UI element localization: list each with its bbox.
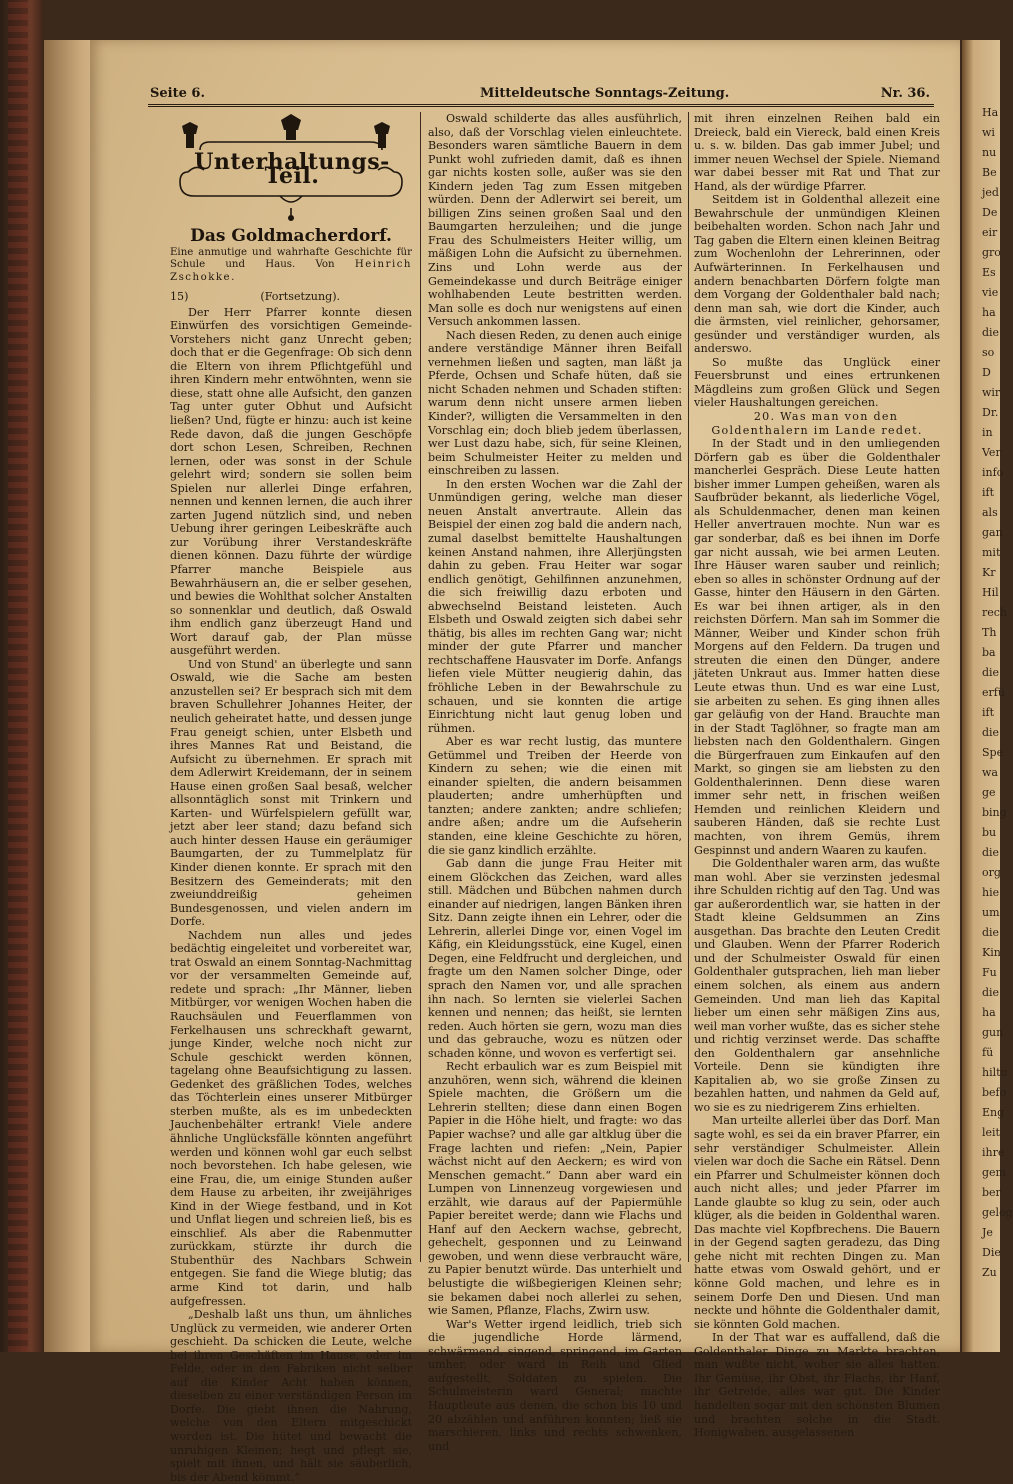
facing-page-fragment: Kr	[982, 566, 996, 579]
column-3	[694, 112, 940, 1440]
facing-page-fragment: mit	[982, 546, 1001, 559]
facing-page-fragment: wi	[982, 126, 995, 139]
paragraph: mit ihren einzelnen Reihen bald ein Dreieck, bald ein Viereck, bald einen Kreis u. s. w. bilden. Das gab immer Jubel; und immer neuen Wechsel der Spiele. Niemand war dabei besser mit Rat und That zur Hand, als der würdige Pfarrer.	[694, 112, 940, 193]
newspaper-title: Mitteldeutsche Sonntags-Zeitung.	[480, 86, 730, 101]
column-2	[428, 112, 682, 1453]
facing-page-fragment: Dr.	[982, 406, 999, 419]
column-1	[170, 112, 412, 1484]
facing-page-fragment: wir	[982, 386, 1001, 399]
part-number: 15)	[170, 290, 189, 304]
paragraph: Oswald schilderte das alles ausführlich, also, daß der Vorschlag vielen einleuchtete. Besonders waren sämtliche Bauern in dem Punkt wohl zufrieden damit, daß es ihnen gar nichts kosten solle, außer was sie den Kindern jeden Tag zum Essen mitgeben würden. Denn der Adlerwirt sei bereit, um billigen Zins seinen großen Saal und den Baumgarten herzuleihen; und die junge Frau des Schulmeisters Heiter willig, um mäßigen Lohn die Aufsicht zu übernehmen. Zins und Lohn werde aus der Gemeindekasse und durch Beiträge einiger wohlhabenden Leute bestritten werden. Man solle es doch nur wenigstens auf einen Versuch ankommen lassen.	[428, 112, 682, 329]
facing-page-fragment: Kin	[982, 946, 1001, 959]
continuation-line	[170, 290, 412, 304]
paragraph: Der Herr Pfarrer konnte diesen Einwürfen des vorsichtigen Gemeinde-Vorstehers nicht ganz Unrecht geben; doch that er die Gegenfrage: Ob sich denn die Eltern von ihrem Pflichtgefühl und ihren Kindern mehr entwöhnten, wenn sie diese, statt ohne alle Aufsicht, den ganzen Tag unter guter Obhut und Aufsicht ließen? Und, fügte er hinzu: auch ist keine Rede davon, daß die jungen Geschöpfe dort schon Lesen, Schreiben, Rechnen lernen, oder was sonst in der Schule gelehrt wird; sondern sie sollen beim Spielen nur allerlei Dinge erfahren, nennen und kennen lernen, die auch ihrer zarten Jugend nützlich sind, und neben Uebung ihrer geringen Leibeskräfte auch zur Vorübung ihrer Verstandeskräfte dienen können. Dazu führte der würdige Pfarrer manche Beispiele aus Bewahrhäusern an, die er selber gesehen, und bewies die Wohlthat solcher Anstalten so sonnenklar und deutlich, daß Oswald ihm endlich ganz überzeugt Hand und Wort darauf gab, der Plan müsse ausgeführt werden.	[170, 305, 412, 658]
facing-page-fragment: Ha	[982, 106, 999, 119]
facing-page-fragment: bing	[982, 806, 1007, 819]
facing-page-fragment: gan	[982, 526, 1003, 539]
issue-number: Nr. 36.	[880, 86, 930, 101]
paragraph: Man urteilte allerlei über das Dorf. Man sagte wohl, es sei da ein braver Pfarrer, ein sehr verständiger Schulmeister. Allein vielen war doch die Sache ein Rätsel. Denn ein Pfarrer und Schulmeister können doch auch nicht alles; und jeder Pfarrer im Lande glaubte so klug zu sein, oder auch klüger, als die beiden in Goldenthal waren. Das machte viel Kopfbrechens. Die Bauern in der Gegend sagten geradezu, das Ding gehe nicht mit rechten Dingen zu. Man hatte etwas vom Oswald gehört, und er könne Gold machen, und lehre es in seinem Dorfe Den und Diesen. Und man neckte und höhnte die Goldenthaler damit, sie könnten Gold machen.	[694, 1114, 940, 1331]
facing-page-fragment: befo	[982, 1086, 1007, 1099]
paragraph: Die Goldenthaler waren arm, das wußte man wohl. Aber sie verzinsten jedesmal ihre Schulden richtig auf den Tag. Und was gar außerordentlich war, sie hatten in der Stadt kleine Geldsummen an Zins ausgethan. Das brachte den Leuten Credit und Glauben. Wenn der Pfarrer Roderich und der Schulmeister Oswald für einen Goldenthaler gutsprachen, lieh man lieber einem solchen, als einem aus andern Gemeinden. Und man lieh das Kapital lieber um einen sehr mäßigen Zins aus, weil man vorher wußte, das es sicher stehe und richtig verzinset werde. Das schaffte den Goldenthalern gar ansehnliche Vorteile. Denn sie kündigten ihre Kapitalien ab, wo sie große Zinsen zu bezahlen hatten, und nahmen da Geld auf, wo sie es zu niedrigerem Zins erhielten.	[694, 857, 940, 1114]
facing-page-fragment: die	[982, 986, 1000, 999]
facing-page-fragment: info	[982, 466, 1004, 479]
facing-page-fragment: ift	[982, 706, 995, 719]
facing-page-fragment: D	[982, 366, 991, 379]
facing-page-fragment: Hil	[982, 586, 999, 599]
chapter-heading: 20. Was man von den Goldenthalern im Lande redet.	[711, 410, 923, 437]
column-rule	[420, 112, 421, 1262]
story-subtitle-text: Eine anmutige und wahrhafte Geschichte für Schule und Haus.	[170, 246, 412, 271]
story-subtitle	[170, 247, 412, 285]
paragraph: War's Wetter irgend leidlich, trieb sich die jugendliche Horde lärmend, schwärmend, singend, springend, im Garten umher, oder ward in Reih und Glied aufgestellt, Soldaten zu spielen. Die Schulmeisterin ward General; machte Hauptleute aus denen, die schon bis 10 und 20 abzählen und anführen konnten; ließ sie marschieren, links und rechts schwenken, und	[428, 1317, 682, 1453]
facing-page-fragment: gro	[982, 246, 1001, 259]
facing-page-fragment: leit	[982, 1126, 1000, 1139]
paragraph: In der Stadt und in den umliegenden Dörfern gab es über die Goldenthaler mancherlei Gespräch. Diese Leute hatten bisher immer Lumpen geheißen, waren als Saufbrüder bekannt, als liederliche Vögel, als Schuldenmacher, denen man keinen Heller anvertrauen mochte. Nun war es gar sonderbar, daß es bei ihnen im Dorfe gar nicht aussah, wie bei armen Leuten. Ihre Häuser waren sauber und reinlich; eben so alles in schönster Ordnung auf der Gasse, hinter den Häusern in den Gärten. Es war bei ihnen artiger, als in den reichsten Dörfern. Man sah im Sommer die Männer, Weiber und Kinder schon früh Morgens auf den Feldern. Da trugen und streuten die einen den Dünger, andere jäteten Unkraut aus. Immer hatten diese Leute etwas thun. Und es war eine Lust, sie arbeiten zu sehen. Es ging ihnen alles gar geläufig von der Hand. Brauchte man in der Stadt Taglöhner, so fragte man am liebsten nach den Goldenthalern. Gingen die Bürgerfrauen zum Einkaufen auf den Markt, so gingen sie am liebsten zu den Goldenthalerinnen. Denn diese waren immer sehr nett, in frischen weißen Hemden und reinlichen Kleidern und sauberen Händen, daß sie rechte Lust machten, von ihrem Gemüs, ihrem Gespinnst und andern Waaren zu kaufen.	[694, 437, 940, 857]
facing-page-edge	[962, 40, 1013, 1352]
facing-page-fragment: hie	[982, 886, 1000, 899]
facing-page-fragment: Je	[982, 1226, 993, 1239]
header-rule	[148, 104, 934, 107]
facing-page-fragment: Zu	[982, 1266, 997, 1279]
book-spine	[0, 0, 44, 1352]
paragraph: „Deshalb laßt uns thun, um ähnliches Unglück zu vermeiden, wie anderer Orten geschieht. Da schicken die Leute, welche bei ihren Geschäften im Hause, oder im Felde, oder in den Fabriken nicht selber auf die Kinder Acht haben können, dieselben zu einer verständigen Person im Dorfe. Die giebt ihnen die Nahrung, welche von den Eltern mitgeschickt worden ist. Die hütet und bewacht die unruhigen Kleinen; hegt und pflegt sie, spielt mit ihnen, und hält sie säuberlich, bis der Abend kömmt.“	[170, 1308, 412, 1484]
facing-page-fragment: ber	[982, 1186, 1001, 1199]
facing-page-fragment: als	[982, 506, 998, 519]
paragraph: Gab dann die junge Frau Heiter mit einem Glöckchen das Zeichen, ward alles still. Mädchen und Bübchen nahmen durch einander auf niedrigen, langen Bänken ihren Sitz. Dann zeigte ihnen ein Lehrer, oder die Lehrerin, allerlei Dinge vor, einen Vogel im Käfig, ein Kleidungsstück, eine Kugel, einen Degen, eine Feldfrucht und dergleichen, und fragte um den Namen solcher Dinge, oder sprach den Namen vor, und alle sprachen ihn nach. So lernten sie vielerlei Sachen kennen und nennen; das heißt, sie lernten reden. Auch hörten sie gern, wozu man dies und das gebrauche, wozu es nützen oder schaden könne, und wovon es verfertigt sei.	[428, 857, 682, 1060]
continued-label: (Fortsetzung).	[260, 290, 341, 304]
facing-page-fragment: De	[982, 206, 998, 219]
facing-page-fragment: rech	[982, 606, 1008, 619]
facing-page-fragment: ift	[982, 486, 995, 499]
facing-page-fragment: ba	[982, 646, 996, 659]
paragraph: Nach diesen Reden, zu denen auch einige andere verständige Männer ihren Beifall vernehmen ließen und sagten, man läßt ja Pferde, Ochsen und Schafe hüten, daß sie nicht Schaden nehmen und Schaden stiften: warum denn nicht unsere armen lieben Kinder?, willigten die Versammelten in den Vorschlag ein; doch blieb jedem überlassen, wer Lust dazu habe, sich, für seine Kleinen, beim Schulmeister Heiter zu melden und einschreiben zu lassen.	[428, 328, 682, 478]
facing-page-fragment: wa	[982, 766, 998, 779]
paragraph: Seitdem ist in Goldenthal allezeit eine Bewahrschule der unmündigen Kleinen beibehalten worden. Schon nach Jahr und Tag gaben die Eltern einen kleinen Beitrag zum Wochenlohn der Lehrerinnen, oder Aufwärterinnen. In Ferkelhausen und andern benachbarten Dörfern folgte man dem Vorgang der Goldenthaler bald nach; denn man sah, wie dort die Kinder, auch die ärmsten, viel reinlicher, gehorsamer, gesünder und verständiger wurden, als anderswo.	[694, 193, 940, 356]
facing-page-fragment: Th	[982, 626, 997, 639]
facing-page-fragment: Eng	[982, 1106, 1005, 1119]
column-rule	[688, 112, 689, 1262]
paragraph: In der That war es auffallend, daß die Goldenthaler Dinge zu Markte brachten, man wußte nicht, woher sie alles hatten. Ihr Gemüse, ihr Obst, ihr Flachs, ihr Hanf, ihr Getreide, alles war gut. Die Kinder handelten sogar mit den schönsten Blumen und brachten solche in die Stadt. Honigwaben, ausgelassenen	[694, 1331, 940, 1440]
facing-page-fragment: vie	[982, 286, 999, 299]
facing-page-fragment: ihre	[982, 1146, 1005, 1159]
paragraph: Und von Stund' an überlegte und sann Oswald, wie die Sache am besten anzustellen sei? Er besprach sich mit dem braven Schullehrer Johannes Heiter, der neulich geheiratet hatte, und dessen junge Frau geneigt schien, unter Elsbeth und ihres Mannes Rat und Beistand, die Aufsicht zu übernehmen. Er sprach mit dem Adlerwirt Kreidemann, der in seinem Hause einen großen Saal besaß, welcher allsonntäglich sonst mit Trinkern und Karten- und Würfelspielern gefüllt war, jetzt aber leer stand; dazu befand sich auch hinter dessen Hause ein geräumiger Baumgarten, der zu Tummelplatz für Kinder dienen konnte. Er sprach mit den Besitzern des Gemeinderats; mit den zweiunddreißig geheimen Bundesgenossen, und vielen andern im Dorfe.	[170, 657, 412, 929]
facing-page-fragment: erfü	[982, 686, 1005, 699]
facing-page-fragment: die	[982, 926, 1000, 939]
facing-page-fragment: die	[982, 726, 1000, 739]
story-title: Das Goldmacherdorf.	[190, 226, 392, 246]
facing-page-fragment: fü	[982, 1046, 994, 1059]
paragraph: Aber es war recht lustig, das muntere Getümmel und Treiben der Heerde von Kindern zu sehen; wie die einen mit einander spielten, die andern beisammen plauderten; andre umherhüpften und tanzten; andere zankten; andre schliefen; andre aßen; andre um die Aufseherin standen, eine kleine Geschichte zu hören, die sie ganz kindlich erzählte.	[428, 735, 682, 857]
facing-page-fragment: ha	[982, 1006, 996, 1019]
author-name: Heinrich Zschokke.	[170, 259, 412, 283]
facing-page-fragment: geleg	[982, 1206, 1013, 1219]
facing-page-fragment: Die	[982, 1246, 1001, 1259]
facing-page-fragment: Be	[982, 166, 997, 179]
section-title: Unterhaltungs-Teil.	[194, 149, 390, 189]
facing-page-fragment: die	[982, 666, 1000, 679]
facing-page-fragment: Spe	[982, 746, 1004, 759]
facing-page-fragment: in	[982, 426, 993, 439]
paragraph: In den ersten Wochen war die Zahl der Unmündigen gering, welche man dieser neuen Anstalt anvertraute. Allein das Beispiel der einen zog bald die andern nach, zumal daselbst bemittelte Haushaltungen keinen Anstand nahmen, ihre Allerjüngsten dahin zu geben. Frau Heiter war sogar endlich genötigt, Gehilfinnen anzunehmen, die sich freiwillig dazu erboten und abwechselnd Beistand leisteten. Auch Elsbeth und Oswald zeigten sich dabei sehr thätig, bis alles im rechten Gang war; nicht minder der gute Pfarrer und mancher rechtschaffene Hausvater im Dorfe. Anfangs liefen viele Mütter neugierig dahin, das fröhliche Leben in der Bewahrschule zu schauen, und sie konnten die artige Einrichtung nicht laut genug loben und rühmen.	[428, 477, 682, 735]
facing-page-fragment: gem	[982, 1166, 1006, 1179]
paragraph: Nachdem nun alles und jedes bedächtig eingeleitet und vorbereitet war, trat Oswald an einem Sonntag-Nachmittag vor der versammelten Gemeinde auf, redete und sprach: „Ihr Männer, lieben Mitbürger, vor wenigen Wochen haben die Rauchsäulen und Feuerflammen von Ferkelhausen uns schreckhaft gewarnt, junge Kinder, welche noch nicht zur Schule geschickt werden können, tagelang ohne Beaufsichtigung zu lassen. Gedenket des gräßlichen Todes, welches das Töchterlein eines unserer Mitbürger sterben mußte, als es im unbedeckten Jauchenbehälter ertrank! Viele andere ähnliche Unglücksfälle könnten angeführt werden und können wohl gar euch selbst noch bevorstehen. Ich habe gelesen, wie eine Frau, die, um einige Stunden außer dem Hause zu arbeiten, ihr zweijähriges Kind in der Wiege festband, und in Kot und Unflat liegen und schreien ließ, bis es einschlief. Als aber die Rabenmutter zurückkam, stürzte ihr durch die Stubenthür des Nachbars Schwein entgegen. Sie fand die Wiege blutig; das arme Kind tot darin, und halb aufgefressen.	[170, 928, 412, 1308]
facing-page-fragment: bu	[982, 826, 997, 839]
facing-page-fragment: hiltu	[982, 1066, 1008, 1079]
facing-page-fragment: jed	[982, 186, 999, 199]
facing-page-fragment: um	[982, 906, 1000, 919]
facing-page-fragment: die	[982, 846, 1000, 859]
facing-page-fragment: nu	[982, 146, 997, 159]
facing-page-fragment: so	[982, 346, 995, 359]
facing-page-fragment: Ver	[982, 446, 1001, 459]
section-banner	[170, 112, 412, 224]
facing-page-fragment: ha	[982, 306, 996, 319]
facing-page-fragment: Fu	[982, 966, 997, 979]
page-header	[150, 86, 930, 106]
facing-page-fragment: ge	[982, 786, 996, 799]
facing-page-fragment: eir	[982, 226, 998, 239]
facing-page-fragment: org	[982, 866, 1001, 879]
page-number: Seite 6.	[150, 86, 205, 101]
facing-page-fragment: die	[982, 326, 1000, 339]
paragraph: Recht erbaulich war es zum Beispiel mit anzuhören, wenn sich, während die kleinen Spiele machten, die Größern um die Lehrerin stellten; diese dann einen Bogen Papier in die Höhe hielt, und fragte: wo das Papier wachse? und alle gar altklug über die Frage lachten und riefen: „Nein, Papier wächst nicht auf den Aeckern; es wird von Menschen gemacht.“ Dann aber ward ein Lumpen von Linnenzeug vorgewiesen und erzählt, wie daraus auf der Papiermühle Papier bereitet werde; dann wie Flachs und Hanf auf den Aeckern wachse, gebrecht, gehechelt, gesponnen und zu Leinwand gewoben, und wenn diese verbraucht wäre, zu Papier benutzt würde. Das unterhielt und belustigte die wißbegierigen Kleinen sehr; sie bekamen dabei noch allerlei zu sehen, wie Samen, Pflanze, Flachs, Zwirn usw.	[428, 1060, 682, 1318]
facing-page-fragment: gun	[982, 1026, 1004, 1039]
facing-page-fragment: Es	[982, 266, 996, 279]
paragraph: So mußte das Unglück einer Feuersbrunst und eines ertrunkenen Mägdleins zum großen Glück und Segen vieler Haushaltungen gereichen.	[694, 355, 940, 410]
author-prefix: Von	[315, 259, 335, 271]
